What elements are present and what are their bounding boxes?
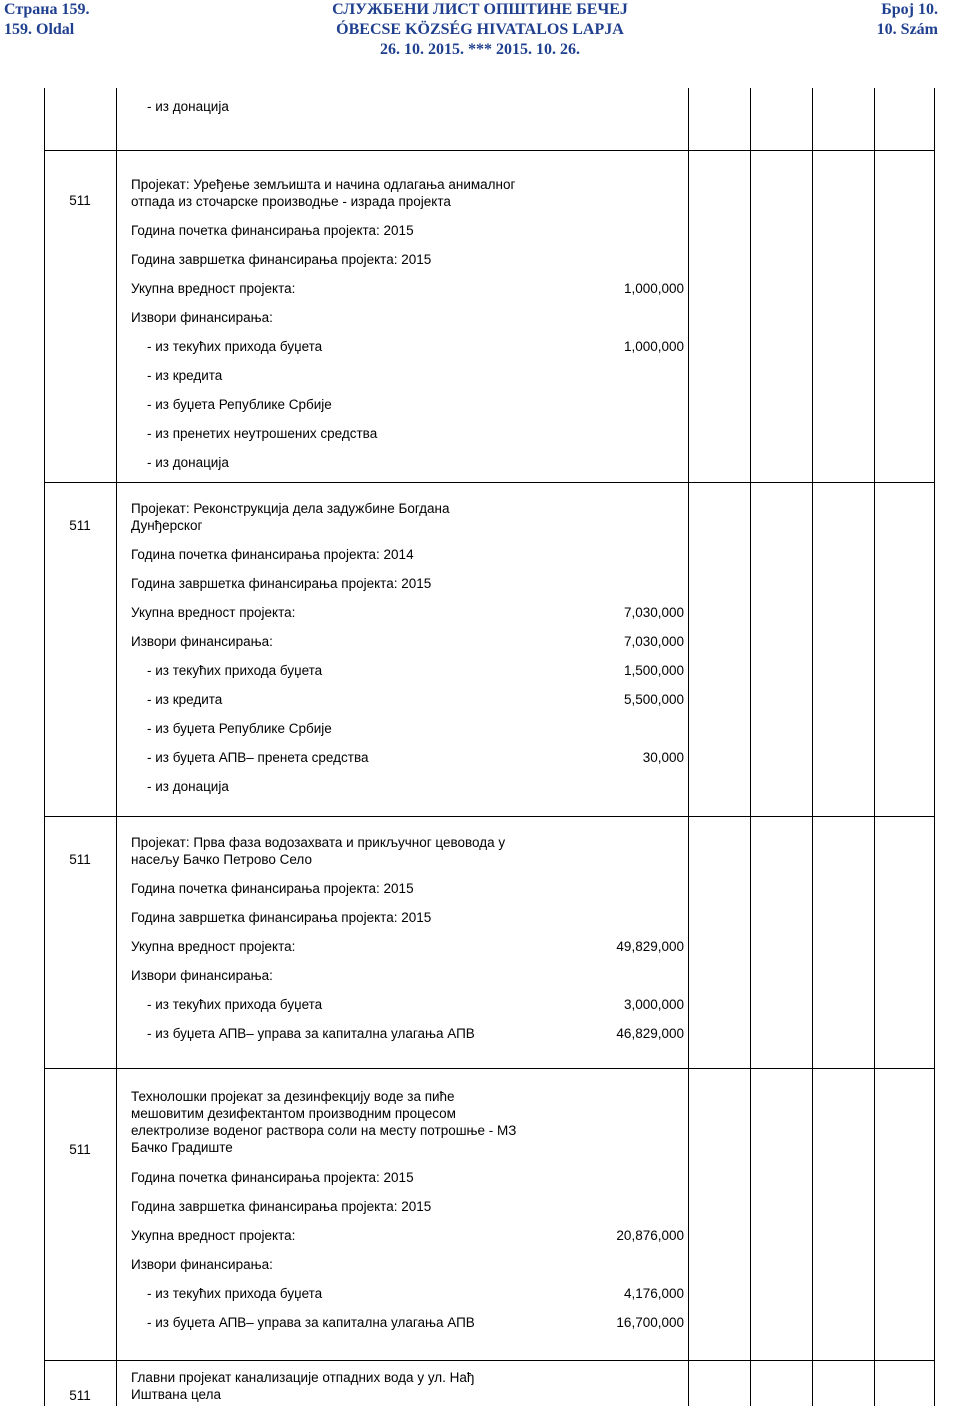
table-column-divider [750, 88, 751, 1406]
project-title: насељу Бачко Петрово Село [131, 852, 312, 867]
total-value-label: Укупна вредност пројекта: [131, 939, 296, 954]
table-column-divider [874, 88, 875, 1406]
total-value-label: Укупна вредност пројекта: [131, 281, 296, 296]
funding-sources-label: Извори финансирања: [131, 1257, 273, 1272]
source-donation: - из донација [147, 99, 229, 114]
project-title: Пројекат: Прва фаза водозахвата и прикључног цевовода у [131, 835, 506, 850]
table-column-divider [688, 88, 689, 1406]
end-year: Година завршетка финансирања пројекта: 2015 [131, 1199, 432, 1214]
source-label: - из донација [147, 455, 229, 470]
start-year: Година почетка финансирања пројекта: 2015 [131, 1170, 414, 1185]
source-label: - из текућих прихода буџета [147, 997, 323, 1012]
economic-code: 511 [69, 193, 91, 208]
end-year: Година завршетка финансирања пројекта: 2015 [131, 910, 432, 925]
page-number-sr: Страна 159. [4, 1, 90, 18]
economic-code: 511 [69, 518, 91, 533]
total-value: 20,876,000 [616, 1228, 684, 1243]
row-divider [44, 482, 934, 483]
source-value: 30,000 [642, 750, 684, 765]
project-title: Бачко Градиште [131, 1140, 233, 1155]
issue-number-header [877, 0, 938, 40]
total-value: 1,000,000 [623, 281, 684, 296]
table-column-divider [116, 88, 117, 1406]
row-divider [44, 1360, 934, 1361]
funding-sources-label: Извори финансирања: [131, 634, 273, 649]
funding-sources-label: Извори финансирања: [131, 968, 273, 983]
source-value: 16,700,000 [616, 1315, 684, 1330]
source-label: - из буџета Републике Србије [147, 721, 332, 736]
project-title: Технолошки пројекат за дезинфекцију воде за пиће [131, 1089, 455, 1104]
project-title: мешовитим дезифектантом производним процесом [131, 1106, 456, 1121]
economic-code: 511 [69, 852, 91, 867]
project-title: Пројекат: Уређење земљишта и начина одлагања анималног [131, 177, 516, 192]
total-value: 7,030,000 [623, 605, 684, 620]
issue-number-hu: 10. Szám [876, 21, 938, 38]
issue-number-sr: Број 10. [881, 1, 938, 18]
economic-code: 511 [69, 1142, 91, 1157]
source-value: 3,000,000 [623, 997, 684, 1012]
source-value: 4,176,000 [623, 1286, 684, 1301]
source-value: 5,500,000 [623, 692, 684, 707]
funding-sources-value: 7,030,000 [623, 634, 684, 649]
table-column-divider [812, 88, 813, 1406]
source-label: - из пренетих неутрошених средства [147, 426, 378, 441]
project-title: Дунђерског [131, 518, 203, 533]
total-value-label: Укупна вредност пројекта: [131, 605, 296, 620]
source-label: - из кредита [147, 368, 223, 383]
source-value: 1,500,000 [623, 663, 684, 678]
total-value: 49,829,000 [616, 939, 684, 954]
gazette-date: 26. 10. 2015. *** 2015. 10. 26. [380, 41, 580, 58]
row-divider [44, 816, 934, 817]
project-title: отпада из сточарске производње - израда пројекта [131, 194, 451, 209]
source-label: - из кредита [147, 692, 223, 707]
project-title: Пројекат: Реконструкција дела задужбине Богдана [131, 501, 450, 516]
source-label: - из буџета АПВ– управа за капитална улагања АПВ [147, 1315, 475, 1330]
row-divider [44, 150, 934, 151]
project-title: електролизе воденог раствора соли на месту потрошње - МЗ [131, 1123, 517, 1138]
source-label: - из донација [147, 779, 229, 794]
source-label: - из текућих прихода буџета [147, 1286, 323, 1301]
start-year: Година почетка финансирања пројекта: 2015 [131, 223, 414, 238]
source-value: 1,000,000 [623, 339, 684, 354]
project-title: Иштвана цела [131, 1387, 221, 1402]
funding-sources-label: Извори финансирања: [131, 310, 273, 325]
source-label: - из буџета Републике Србије [147, 397, 332, 412]
gazette-title-hu: ÓBECSE KÖZSÉG HIVATALOS LAPJA [336, 21, 624, 38]
source-label: - из буџета АПВ– пренета средства [147, 750, 369, 765]
gazette-title-sr: СЛУЖБЕНИ ЛИСТ ОПШТИНЕ БЕЧЕЈ [332, 1, 628, 18]
source-label: - из текућих прихода буџета [147, 663, 323, 678]
start-year: Година почетка финансирања пројекта: 2014 [131, 547, 414, 562]
table-border-left [44, 88, 45, 1406]
source-value: 46,829,000 [616, 1026, 684, 1041]
source-label: - из текућих прихода буџета [147, 339, 323, 354]
total-value-label: Укупна вредност пројекта: [131, 1228, 296, 1243]
row-divider [44, 1068, 934, 1069]
project-title: Главни пројекат канализације отпадних вода у ул. Нађ [131, 1370, 475, 1385]
source-label: - из буџета АПВ– управа за капитална улагања АПВ [147, 1026, 475, 1041]
page-number-hu: 159. Oldal [4, 21, 75, 38]
table-border-right [934, 88, 935, 1406]
end-year: Година завршетка финансирања пројекта: 2015 [131, 576, 432, 591]
end-year: Година завршетка финансирања пројекта: 2015 [131, 252, 432, 267]
economic-code: 511 [69, 1388, 91, 1403]
gazette-title-header [0, 0, 960, 60]
start-year: Година почетка финансирања пројекта: 2015 [131, 881, 414, 896]
